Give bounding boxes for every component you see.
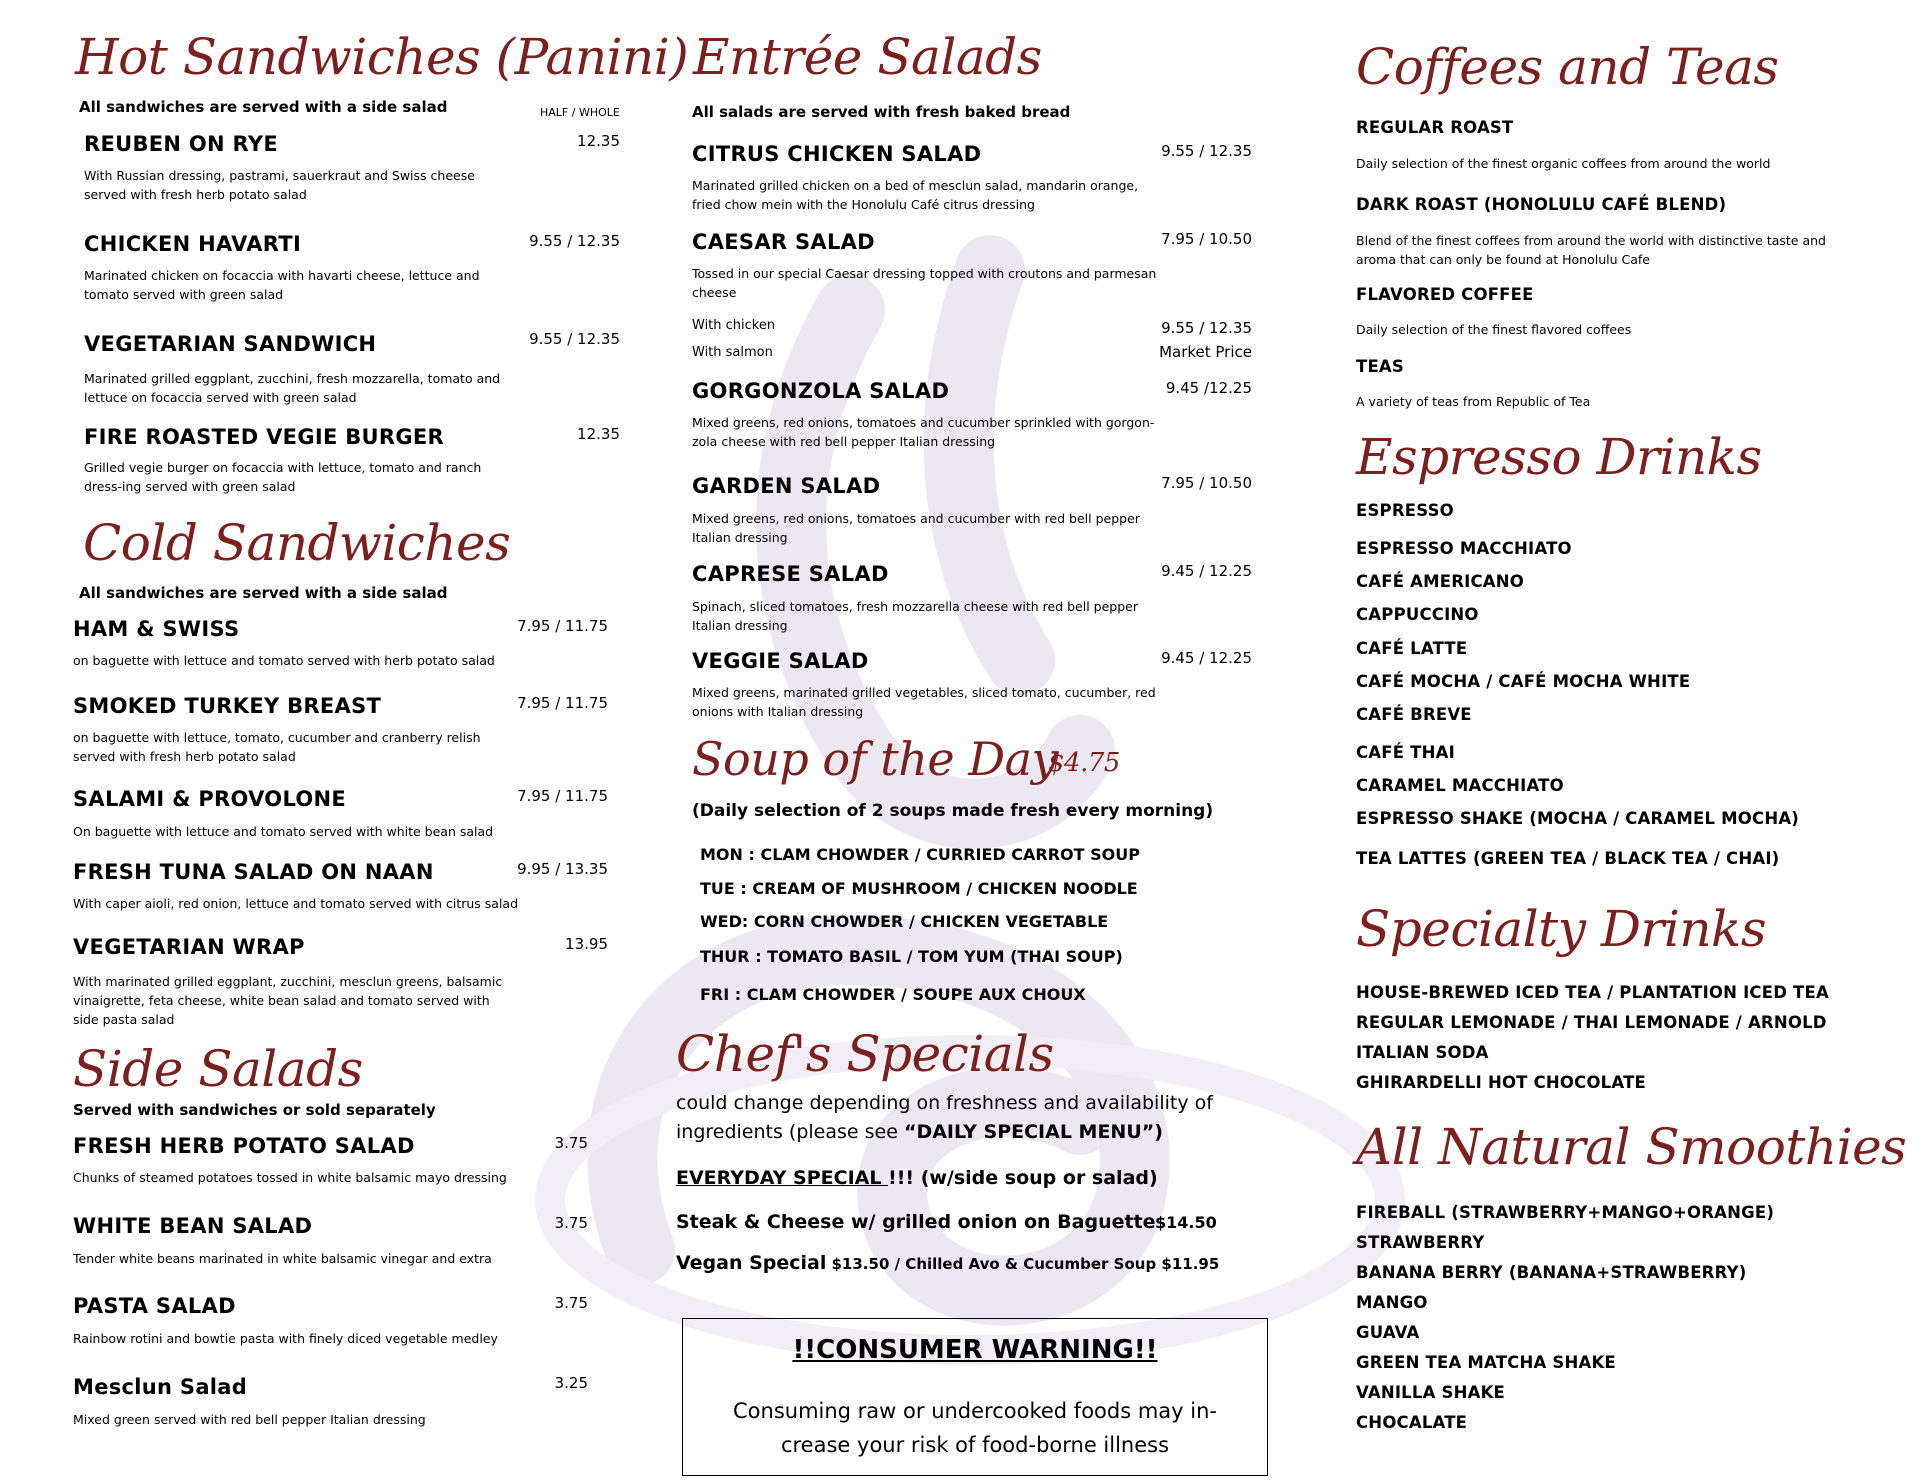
hot-sandwiches-note: All sandwiches are served with a side salad xyxy=(79,98,448,116)
item-name: SALAMI & PROVOLONE xyxy=(73,787,347,811)
item-price: 7.95 / 10.50 xyxy=(1161,230,1252,248)
item-price: 9.45 / 12.25 xyxy=(1161,562,1252,580)
everyday-special-note: !!! (w/side soup or salad) xyxy=(888,1167,1158,1189)
everyday-special-label: EVERYDAY SPECIAL xyxy=(676,1167,889,1189)
chefs-specials-line2 xyxy=(676,1118,1163,1147)
steak-special: Steak & Cheese w/ grilled onion on Baguette xyxy=(676,1211,1156,1233)
chefs-specials-line1: could change depending on freshness and availability of xyxy=(676,1092,1213,1114)
drink-name: GUAVA xyxy=(1356,1323,1420,1342)
drink-name: REGULAR LEMONADE / THAI LEMONADE / ARNOLD xyxy=(1356,1013,1827,1032)
drink-name: HOUSE-BREWED ICED TEA / PLANTATION ICED TEA xyxy=(1356,983,1829,1002)
item-name: GARDEN SALAD xyxy=(692,474,881,498)
drink-description: Blend of the finest coffees from around the world with distinctive taste and aroma that can only be found at Honolulu Cafe xyxy=(1356,233,1826,267)
entree-salads-note: All salads are served with fresh baked bread xyxy=(692,103,1071,121)
side-salads-heading: Side Salads xyxy=(73,1040,363,1098)
item-name: FIRE ROASTED VEGIE BURGER xyxy=(84,425,445,449)
soup-day: MON : CLAM CHOWDER / CURRIED CARROT SOUP xyxy=(700,845,1140,864)
coffees-teas-heading: Coffees and Teas xyxy=(1356,38,1779,96)
soup-day: TUE : CREAM OF MUSHROOM / CHICKEN NOODLE xyxy=(700,879,1138,898)
item-description: Mixed greens, red onions, tomatoes and cucumber with red bell pepper Italian dressing xyxy=(692,511,1140,545)
drink-name: VANILLA SHAKE xyxy=(1356,1383,1506,1402)
consumer-warning-box xyxy=(682,1318,1268,1476)
smoothies-heading: All Natural Smoothies xyxy=(1356,1118,1907,1176)
soup-price: $4.75 xyxy=(1048,748,1120,778)
item-price: 9.55 / 12.35 xyxy=(529,330,620,348)
item-description: on baguette with lettuce and tomato served with herb potato salad xyxy=(73,653,495,668)
drink-name: CAFÉ LATTE xyxy=(1356,639,1468,658)
drink-name: FLAVORED COFFEE xyxy=(1356,285,1534,304)
item-description: Mixed greens, red onions, tomatoes and cucumber sprinkled with gorgon-zola cheese with red bell pepper Italian dressing xyxy=(692,415,1155,449)
item-description: Mixed greens, marinated grilled vegetables, sliced tomato, cucumber, red onions with Italian dressing xyxy=(692,685,1156,719)
drink-name: CAPPUCCINO xyxy=(1356,605,1479,624)
item-name: CAESAR SALAD xyxy=(692,230,875,254)
item-name: Mesclun Salad xyxy=(73,1375,248,1399)
consumer-warning-line1: Consuming raw or undercooked foods may in- xyxy=(733,1399,1217,1423)
item-name: REUBEN ON RYE xyxy=(84,132,279,156)
item-price: 3.25 xyxy=(554,1374,588,1392)
drink-name: ESPRESSO xyxy=(1356,501,1454,520)
item-price: 12.35 xyxy=(577,425,620,443)
item-name: VEGETARIAN SANDWICH xyxy=(84,332,377,356)
soup-day: WED: CORN CHOWDER / CHICKEN VEGETABLE xyxy=(700,912,1109,931)
espresso-drinks-heading: Espresso Drinks xyxy=(1356,428,1762,486)
drink-name: CAFÉ THAI xyxy=(1356,743,1455,762)
item-description: Tender white beans marinated in white balsamic vinegar and extra xyxy=(73,1251,492,1266)
item-name: GORGONZOLA SALAD xyxy=(692,379,950,403)
item-name: PASTA SALAD xyxy=(73,1294,236,1318)
item-price: 3.75 xyxy=(554,1134,588,1152)
chefs-specials-heading: Chef's Specials xyxy=(676,1025,1054,1083)
item-name: CAPRESE SALAD xyxy=(692,562,889,586)
drink-description: Daily selection of the finest flavored coffees xyxy=(1356,322,1632,337)
caesar-option-label: With chicken xyxy=(692,318,776,333)
drink-name: MANGO xyxy=(1356,1293,1428,1312)
item-description: Rainbow rotini and bowtie pasta with finely diced vegetable medley xyxy=(73,1331,498,1346)
item-description: Spinach, sliced tomatoes, fresh mozzarella cheese with red bell pepper Italian dressing xyxy=(692,599,1138,633)
item-price: 9.95 / 13.35 xyxy=(517,860,608,878)
vegan-special-label: Vegan Special xyxy=(676,1252,827,1274)
drink-name: STRAWBERRY xyxy=(1356,1233,1485,1252)
item-price: 12.35 xyxy=(577,132,620,150)
drink-name: ESPRESSO MACCHIATO xyxy=(1356,539,1572,558)
drink-description: A variety of teas from Republic of Tea xyxy=(1356,394,1591,409)
drink-name: TEAS xyxy=(1356,357,1404,376)
item-name: FRESH TUNA SALAD ON NAAN xyxy=(73,860,434,884)
item-price: 9.55 / 12.35 xyxy=(1161,142,1252,160)
cold-sandwiches-note: All sandwiches are served with a side salad xyxy=(79,584,448,602)
drink-name: CAFÉ AMERICANO xyxy=(1356,572,1524,591)
item-price: 13.95 xyxy=(565,935,608,953)
half-whole-header: HALF / WHOLE xyxy=(540,106,620,119)
item-name: HAM & SWISS xyxy=(73,617,240,641)
vegan-special-prices: $13.50 / Chilled Avo & Cucumber Soup $11.95 xyxy=(831,1255,1220,1273)
soup-day: THUR : TOMATO BASIL / TOM YUM (THAI SOUP) xyxy=(700,947,1123,966)
item-description: Grilled vegie burger on focaccia with lettuce, tomato and ranch dress-ing served with green salad xyxy=(84,460,482,494)
specialty-drinks-heading: Specialty Drinks xyxy=(1356,900,1767,958)
drink-name: GREEN TEA MATCHA SHAKE xyxy=(1356,1353,1616,1372)
item-price: 3.75 xyxy=(554,1294,588,1312)
drink-name: BANANA BERRY (BANANA+STRAWBERRY) xyxy=(1356,1263,1747,1282)
drink-name: FIREBALL (STRAWBERRY+MANGO+ORANGE) xyxy=(1356,1203,1775,1222)
item-price: 9.45 / 12.25 xyxy=(1161,649,1252,667)
item-description: Tossed in our special Caesar dressing topped with croutons and parmesan cheese xyxy=(692,266,1157,300)
drink-name: CHOCALATE xyxy=(1356,1413,1468,1432)
drink-name: GHIRARDELLI HOT CHOCOLATE xyxy=(1356,1073,1646,1092)
item-description: Marinated grilled chicken on a bed of mesclun salad, mandarin orange, fried chow mein with the Honolulu Café citrus dressing xyxy=(692,178,1139,212)
item-description: Chunks of steamed potatoes tossed in white balsamic mayo dressing xyxy=(73,1170,507,1185)
drink-name: CARAMEL MACCHIATO xyxy=(1356,776,1564,795)
steak-special-price: $14.50 xyxy=(1155,1213,1217,1232)
item-name: CHICKEN HAVARTI xyxy=(84,232,302,256)
cold-sandwiches-heading: Cold Sandwiches xyxy=(83,514,511,572)
item-description: Mixed green served with red bell pepper Italian dressing xyxy=(73,1412,426,1427)
drink-name: CAFÉ BREVE xyxy=(1356,705,1472,724)
item-name: SMOKED TURKEY BREAST xyxy=(73,694,382,718)
consumer-warning-title: !!CONSUMER WARNING!! xyxy=(792,1335,1158,1365)
entree-salads-heading: Entrée Salads xyxy=(693,28,1042,86)
item-description: With marinated grilled eggplant, zucchini, mesclun greens, balsamic vinaigrette, feta cheese, white bean salad and tomato served with side pasta salad xyxy=(73,974,503,1027)
daily-special-menu-ref: “DAILY SPECIAL MENU”) xyxy=(903,1121,1163,1143)
item-description: on baguette with lettuce, tomato, cucumber and cranberry relish served with fresh herb potato salad xyxy=(73,730,481,764)
item-name: CITRUS CHICKEN SALAD xyxy=(692,142,982,166)
item-price: 7.95 / 10.50 xyxy=(1161,474,1252,492)
caesar-option-label: With salmon xyxy=(692,345,773,360)
side-salads-note: Served with sandwiches or sold separately xyxy=(73,1101,436,1119)
item-price: 9.55 / 12.35 xyxy=(529,232,620,250)
drink-name: ITALIAN SODA xyxy=(1356,1043,1489,1062)
item-description: With caper aioli, red onion, lettuce and tomato served with citrus salad xyxy=(73,896,519,911)
vegan-special xyxy=(676,1252,1219,1274)
item-price: 3.75 xyxy=(554,1214,588,1232)
item-name: VEGGIE SALAD xyxy=(692,649,869,673)
drink-name: ESPRESSO SHAKE (MOCHA / CARAMEL MOCHA) xyxy=(1356,809,1800,828)
soup-heading: Soup of the Day xyxy=(692,732,1057,786)
item-description: Marinated chicken on focaccia with havarti cheese, lettuce and tomato served with green salad xyxy=(84,268,480,302)
item-price: 9.45 /12.25 xyxy=(1165,379,1252,397)
item-description: Marinated grilled eggplant, zucchini, fresh mozzarella, tomato and lettuce on focaccia served with green salad xyxy=(84,371,501,405)
item-name: FRESH HERB POTATO SALAD xyxy=(73,1134,415,1158)
chefs-specials-line2-text: ingredients (please see xyxy=(676,1121,904,1143)
everyday-special xyxy=(676,1164,1158,1193)
drink-name: DARK ROAST (HONOLULU CAFÉ BLEND) xyxy=(1356,195,1727,214)
drink-name: REGULAR ROAST xyxy=(1356,118,1514,137)
item-description: With Russian dressing, pastrami, sauerkraut and Swiss cheese served with fresh herb potato salad xyxy=(84,168,475,202)
item-price: 7.95 / 11.75 xyxy=(517,694,608,712)
soup-note: (Daily selection of 2 soups made fresh every morning) xyxy=(692,801,1214,821)
caesar-option-price: Market Price xyxy=(1159,343,1252,361)
drink-name: CAFÉ MOCHA / CAFÉ MOCHA WHITE xyxy=(1356,672,1691,691)
consumer-warning-line2: crease your risk of food-borne illness xyxy=(780,1433,1170,1457)
item-price: 7.95 / 11.75 xyxy=(517,787,608,805)
hot-sandwiches-heading: Hot Sandwiches (Panini) xyxy=(75,28,689,86)
item-description: On baguette with lettuce and tomato served with white bean salad xyxy=(73,824,494,839)
drink-name: TEA LATTES (GREEN TEA / BLACK TEA / CHAI) xyxy=(1356,849,1780,868)
item-name: WHITE BEAN SALAD xyxy=(73,1214,313,1238)
caesar-option-price: 9.55 / 12.35 xyxy=(1161,319,1252,337)
drink-description: Daily selection of the finest organic coffees from around the world xyxy=(1356,156,1771,171)
soup-day: FRI : CLAM CHOWDER / SOUPE AUX CHOUX xyxy=(700,985,1086,1004)
item-name: VEGETARIAN WRAP xyxy=(73,935,305,959)
item-price: 7.95 / 11.75 xyxy=(517,617,608,635)
